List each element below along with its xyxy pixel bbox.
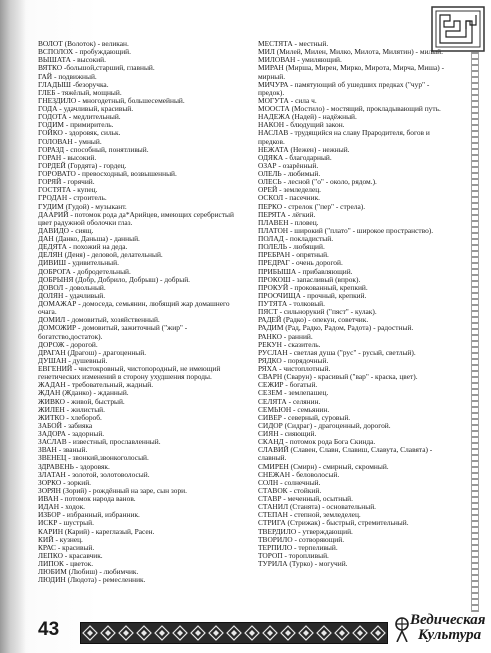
name-definition: (Людота) - ремесленник. [65, 575, 146, 585]
name-headword: КИЙ [38, 534, 54, 544]
name-headword: ГОРЯЙ [38, 177, 62, 187]
name-headword: НАДЕЖА [258, 112, 291, 122]
name-headword: СТАНИЛ [258, 502, 289, 512]
name-definition: - чистокровный, чистопородный, не имеющий генетических изменений в сторону ухудшения породы. [38, 364, 221, 382]
name-headword: МИРАН [258, 63, 284, 73]
name-headword: ЗАБОЙ [38, 420, 62, 430]
name-headword: ТЕРПИЛО [258, 542, 293, 552]
name-headword: ПРОКУЙ [258, 282, 289, 292]
name-definition: (Надей) - надёжный. [290, 112, 357, 122]
name-definition: - известный, прославленный. [66, 437, 161, 447]
name-definition: (Жданко) - жданный. [60, 388, 129, 398]
name-definition: - похожий на деда. [67, 242, 128, 252]
name-definition: (Добр, Добрило, Добрыш) - добрый. [73, 274, 191, 284]
name-headword: ГОЛОВАН [38, 136, 73, 146]
name-definition: - памятующий об ушедших предках ("чур" - предок). [258, 79, 430, 97]
name-definition: - меченный, осытный. [281, 494, 353, 503]
name-headword: МЕСТЯТА [258, 39, 293, 48]
name-headword: ДАН [38, 234, 54, 243]
name-headword: ТВОРИЛО [258, 534, 293, 544]
name-definition: - звонкий,звонкоголосый. [66, 453, 149, 463]
name-definition: - светлая душа ("рус" - русый, светлый). [287, 347, 416, 357]
name-headword: ДОВОЛ [38, 282, 64, 292]
name-definition: - удачливый. [63, 290, 106, 300]
name-headword: СТЕПАН [258, 510, 288, 520]
name-headword: МИЛОВАН [258, 55, 296, 65]
name-definition: - красавчик. [62, 550, 103, 560]
name-headword: СЛАВИЙ [258, 445, 289, 455]
name-headword: ЗЛАТАН [38, 469, 66, 479]
name-definition: - подвижный. [52, 71, 97, 81]
name-definition: - степной, земледелец. [287, 510, 361, 520]
name-definition: - забияка [61, 420, 93, 430]
name-definition: (Милей, Милен, Милко, Милота, Милятин) - милый. [274, 47, 443, 57]
name-definition: - терпеливый. [292, 542, 338, 552]
name-headword: ЗОРКО [38, 477, 62, 487]
footer-ornament-band [80, 622, 388, 644]
name-headword: ЖДАН [38, 388, 61, 398]
logo-mark-icon [394, 616, 410, 642]
name-headword: ГОРАЗД [38, 144, 65, 154]
name-headword: ЕВГЕНИЙ [38, 364, 73, 373]
name-headword: НЕЖАТА [258, 144, 289, 154]
name-definition: - золотой, золотоволосый. [65, 469, 150, 479]
name-definition: - запасливый (впрок). [290, 274, 361, 284]
name-definition: - шустрый. [57, 518, 94, 528]
name-definition: - благодарный. [283, 152, 332, 162]
name-headword: ЖИЛЕН [38, 404, 65, 414]
name-definition: - прокованный, крепкий. [288, 282, 368, 292]
name-definition: - лёгкий. [285, 209, 316, 219]
name-headword: ЗАДОРА [38, 429, 66, 438]
name-definition: - трудящийся на славу Прародителя, богов и предков. [258, 128, 430, 146]
name-headword: ЛЮБИМ [38, 567, 67, 577]
name-entry [258, 129, 456, 145]
name-headword: СИДОР [258, 420, 283, 430]
name-definition: - красивый. [56, 542, 95, 552]
name-headword: ТУРИЛА [258, 559, 288, 568]
name-headword: ПЕРКО [258, 201, 283, 211]
name-definition: - северный, суровый. [281, 412, 351, 422]
name-headword: ОДЯКА [258, 152, 284, 162]
name-definition: - стойкий. [287, 485, 322, 495]
name-headword: ТОРОП [258, 550, 283, 560]
name-entry [38, 211, 238, 227]
name-definition: (Станята) - основательный. [288, 502, 377, 512]
name-headword: СЕЗЕМ [258, 388, 283, 398]
name-definition: (Сидраг) - драгоценный, дорогой. [282, 420, 391, 430]
name-headword: ЗАСЛАВ [38, 437, 67, 447]
logo-text-line1: Ведическая [410, 612, 486, 628]
name-definition: - ходок. [59, 502, 86, 512]
name-definition: (Зорий) - рождённый на заре, сын зори. [60, 485, 187, 495]
name-headword: ОЛЕЛЬ [258, 169, 282, 178]
name-definition: - семьянин. [291, 404, 330, 414]
name-headword: ДОМИЛ [38, 315, 66, 325]
name-headword: ИЗБОР [38, 510, 61, 520]
name-headword: ГАЙ [38, 71, 53, 81]
name-definition: - домовитый, хозяйственный. [65, 315, 160, 325]
name-definition: - медлительный. [66, 112, 121, 122]
name-headword: ГОРАН [38, 152, 62, 162]
name-entry [258, 64, 456, 80]
name-entry [38, 300, 238, 316]
name-definition: - сказитель. [281, 339, 321, 349]
name-definition: - широкий ("плато" - широкое пространство). [288, 225, 434, 235]
name-definition: - званый. [56, 445, 88, 455]
name-headword: СМИРЕН [258, 461, 289, 471]
name-definition: - торопливый. [282, 550, 329, 560]
name-headword: ЖИВКО [38, 396, 65, 406]
name-definition: - примиритель. [64, 120, 114, 130]
name-definition: - избранный, избранник. [60, 510, 140, 520]
name-headword: ЗВАН [38, 445, 57, 455]
name-definition: - дорогой. [64, 339, 98, 349]
name-definition: - любимый. [281, 169, 321, 178]
name-definition: (Славен, Славн, Славиш, Славута, Славята) - славный. [258, 445, 433, 463]
name-definition: - строитель. [67, 193, 107, 203]
name-definition: - пловец. [288, 217, 319, 227]
name-definition: (Смирн) - смирный, скромный. [288, 461, 389, 471]
name-definition: (Данко, Даньша) - данный. [53, 234, 140, 243]
name-definition: - умный. [72, 136, 102, 146]
name-definition: - удивительный. [66, 258, 119, 268]
page-footer [20, 612, 486, 648]
name-definition: (Мостило) - мостящий, прокладывающий путь. [289, 104, 441, 113]
name-entry [258, 560, 456, 568]
name-entry [258, 446, 456, 462]
name-definition: - здоровяк, сильк. [62, 128, 121, 138]
name-headword: РУСЛАН [258, 347, 288, 357]
name-definition: (Деня) - деловой, делательный. [62, 250, 163, 260]
name-headword: ГОСТЯТА [38, 185, 72, 195]
name-headword: ОСКОЛ [258, 193, 284, 203]
name-headword: ДОМОЖИР [38, 323, 77, 333]
name-headword: СКАНД [258, 437, 284, 447]
name-definition: - очень дорогой. [289, 258, 343, 268]
name-headword: ПОЛЕЛЬ [258, 242, 287, 252]
name-definition: - опрятный. [290, 250, 329, 260]
name-headword: СЕМЬЮН [258, 404, 292, 414]
name-definition: - пасечник. [283, 193, 321, 203]
page-number: 43 [38, 619, 60, 640]
name-definition: - хлебороб. [64, 412, 102, 422]
name-definition: - лесной ("о" - около, рядом.). [281, 177, 377, 187]
name-headword: СТРИГА [258, 518, 286, 528]
name-headword: ДОМАЖАР [38, 299, 77, 308]
name-headword: РАНКО [258, 331, 282, 341]
name-headword: ВЫШАТА [38, 55, 72, 65]
name-definition: - умиляющий. [295, 55, 342, 65]
name-headword: СИВЕР [258, 412, 282, 422]
name-definition: - высокий. [61, 152, 97, 162]
name-definition: - потомок рода да*Арийцев, имеющих серебристый цвет радужной оболочки глаз. [38, 209, 234, 227]
names-column-left [38, 40, 238, 584]
name-definition: - покладистый. [283, 234, 334, 243]
name-headword: ГНЕЗДИЛО [38, 95, 77, 105]
name-definition: - сила ч. [288, 95, 317, 105]
name-definition: - сотворяющий. [292, 534, 345, 544]
name-definition: (Драгош) - драгоценный. [65, 347, 147, 357]
name-definition: - домовитый, зажиточный ("жир" - богатство,достаток). [38, 323, 188, 341]
name-definition: - землепашец. [282, 388, 329, 398]
name-entry [38, 365, 238, 381]
name-headword: ПОЛАД [258, 234, 284, 243]
name-definition: - зоркий. [61, 477, 92, 487]
name-headword: ЛИПОК [38, 559, 64, 568]
name-definition: - задорный. [65, 429, 105, 438]
name-definition: - сильнорукий ("пяст" - кулак). [277, 307, 377, 317]
name-entry [38, 576, 238, 584]
name-headword: ИВАН [38, 494, 59, 503]
name-definition: (Волоток) - великан. [62, 39, 129, 48]
name-definition: - купец. [71, 185, 98, 195]
name-definition: - прочный, крепкий. [300, 290, 367, 300]
name-headword: РАДИМ [258, 323, 284, 333]
name-headword: СЕЛЯТА [258, 396, 287, 406]
name-definition: - высокий. [71, 55, 106, 65]
name-definition: -большой,старший, главный. [62, 63, 155, 73]
name-definition: - здоровяк. [73, 461, 110, 471]
name-headword: ГОЙКО [38, 128, 63, 138]
name-headword: ЛЮДИН [38, 575, 66, 585]
name-headword: ДААРИЙ [38, 209, 69, 219]
name-definition: (Стрижак) - быстрый, стремительный. [285, 518, 409, 528]
name-headword: ЖИТКО [38, 412, 65, 422]
name-headword: СИЯН [258, 429, 279, 438]
name-headword: ПРОКОШ [258, 274, 291, 284]
name-headword: ПЛАТОН [258, 225, 289, 235]
name-headword: ГОРОВАТО [38, 169, 76, 178]
name-headword: СЕЖИР [258, 380, 284, 390]
name-definition: - тяжёлый, мощный. [55, 87, 122, 97]
name-headword: РЕКУН [258, 339, 282, 349]
name-headword: ПРООЧИЩА [258, 290, 301, 300]
name-headword: МООСТА [258, 104, 290, 113]
name-definition: (Мирша, Мирен, Мирко, Мирота, Мирча, Миша) - мирный. [258, 63, 445, 81]
name-definition: - любящий. [287, 242, 325, 252]
name-definition: - утверждающий. [296, 526, 353, 536]
name-headword: КРАС [38, 542, 56, 552]
name-headword: ДУШАН [38, 355, 67, 365]
side-border-ornament [471, 52, 479, 612]
name-headword: ГЛАДЫШ [38, 79, 72, 89]
name-headword: ГОДИМ [38, 120, 65, 130]
name-headword: РАДЕЙ [258, 315, 282, 325]
name-headword: СОЛН [258, 477, 279, 487]
name-headword: ГРОДАН [38, 193, 68, 203]
name-headword: СНЕЖАН [258, 469, 291, 479]
names-column-right [258, 40, 456, 568]
name-definition: - земледелец. [277, 185, 322, 195]
name-headword: КАРИН [38, 526, 64, 536]
name-headword: НАКОН [258, 120, 285, 130]
name-headword: ИДАН [38, 502, 60, 512]
name-headword: ДОБРОГА [38, 266, 71, 276]
name-headword: ГЛЕБ [38, 87, 56, 97]
name-definition: (Турко) - могучий. [287, 559, 348, 568]
name-definition: - многодетный, большесемейный. [76, 95, 185, 105]
name-definition: - удачливый, красивый. [57, 104, 134, 113]
name-headword: ПЛАВЕН [258, 217, 289, 227]
name-definition: - пробуждающий. [73, 47, 131, 57]
name-definition: - цветок. [63, 559, 94, 568]
name-definition: - довольный. [63, 282, 106, 292]
name-headword: ЛЕПКО [38, 550, 63, 560]
name-headword: ДОРОЖ [38, 339, 65, 349]
name-definition: - добродетельный. [70, 266, 131, 276]
name-headword: МОГУТА [258, 95, 289, 105]
name-entry [258, 81, 456, 97]
name-headword: ПЕРЯТА [258, 209, 286, 219]
name-headword: НАСЛАВ [258, 128, 289, 138]
name-definition: - селянин. [286, 396, 321, 406]
name-headword: ДРАГАН [38, 347, 66, 357]
name-headword: СТАВР [258, 494, 282, 503]
magazine-logo [394, 612, 486, 648]
name-definition: (Нежен) - нежный. [288, 144, 350, 154]
name-headword: ПРЕБРАН [258, 250, 291, 260]
name-headword: ЗВЕНЕЦ [38, 453, 67, 463]
name-headword: ОЗАР [258, 160, 277, 170]
name-headword: СТАВОК [258, 485, 288, 495]
spine-shadow [0, 0, 26, 653]
name-definition: (Рад, Радко, Радом, Радота) - радостный. [283, 323, 414, 333]
name-entry [38, 324, 238, 340]
name-headword: ЖАДАН [38, 380, 66, 390]
name-headword: ИСКР [38, 518, 58, 528]
name-headword: СВАРН [258, 372, 283, 382]
name-definition: - местный. [292, 39, 329, 48]
name-headword: ЗДРАВЕНЬ [38, 461, 74, 471]
name-definition: - стрелок ("пер" - стрела). [282, 201, 366, 211]
name-headword: ПРЕДРАГ [258, 258, 290, 268]
name-headword: ГОДА [38, 104, 58, 113]
name-definition: - озарённый. [276, 160, 319, 170]
name-headword: ВОЛОТ [38, 39, 63, 48]
name-headword: ДОЛЯН [38, 290, 64, 300]
name-headword: МИЧУРА [258, 79, 289, 89]
name-headword: МИЛ [258, 47, 275, 57]
name-definition: - кузнец. [53, 534, 83, 544]
name-definition: - способный, понятливый. [64, 144, 149, 154]
name-definition: -безоручка. [71, 79, 109, 89]
name-definition: - ранний. [281, 331, 313, 341]
name-headword: ПУТЯТА [258, 299, 288, 308]
name-headword: РЯДКО [258, 355, 282, 365]
name-headword: ГУДИМ [38, 201, 64, 211]
name-headword: ОРЕЙ [258, 185, 278, 195]
name-definition: (Гордята) - гордец. [65, 160, 127, 170]
name-headword: ПЯСТ [258, 307, 278, 317]
name-definition: - потомок народа ванов. [58, 494, 136, 503]
name-definition: (Гудой) - музыкант. [63, 201, 127, 211]
name-definition: (Любиш) - любимчик. [66, 567, 139, 577]
name-headword: ДИВИШ [38, 258, 67, 268]
name-headword: ГОРДЕЙ [38, 160, 66, 170]
name-headword: ДОБРЫНЯ [38, 274, 74, 284]
name-headword: ВСПОЛОХ [38, 47, 74, 57]
name-definition: - беловолосый. [290, 469, 340, 479]
name-definition: - солнечный. [278, 477, 321, 487]
name-headword: ДЕЛЯН [38, 250, 63, 260]
name-headword: ОЛЕСЬ [258, 177, 282, 187]
name-definition: - порядочный. [281, 355, 329, 365]
name-definition: - горячий. [61, 177, 95, 187]
name-definition: - потомок рода Бога Скинда. [283, 437, 376, 447]
name-headword: ПРИБЫША [258, 266, 297, 276]
name-definition: (Сварун) - красивый ("вар" - краска, цвет). [282, 372, 418, 382]
name-definition: - толковый. [287, 299, 325, 308]
name-definition: - сиящ. [69, 225, 94, 235]
name-definition: - жилистый. [64, 404, 105, 414]
name-definition: - требовательный, жадный. [65, 380, 154, 390]
name-definition: - чистоплотный. [277, 364, 331, 373]
name-headword: ТВЕРДИЛО [258, 526, 297, 536]
name-definition: - домоседа, семьянин, любящий жар домашнего очага. [38, 299, 230, 317]
name-definition: - живой, быстрый. [64, 396, 125, 406]
name-headword: ЗОРЯН [38, 485, 61, 495]
name-definition: - душевный. [66, 355, 108, 365]
name-headword: РЯХА [258, 364, 278, 373]
name-definition: - прибавляющий. [296, 266, 353, 276]
name-headword: ДАВИДО [38, 225, 70, 235]
name-headword: ДЕДЯТА [38, 242, 68, 252]
name-definition: - блюдущий закон. [284, 120, 345, 130]
name-definition: - сияющий. [278, 429, 317, 438]
name-definition: - богатый. [283, 380, 318, 390]
name-definition: (Карий) - кареглазый, Расен. [63, 526, 155, 536]
name-definition: - превосходный, возвышенный. [75, 169, 177, 178]
logo-text-line2: Культура [418, 627, 482, 643]
name-headword: ГОДОТА [38, 112, 67, 122]
name-headword: ВЯТКО [38, 63, 63, 73]
name-definition: (Радко) - опекун, советчик. [281, 315, 369, 325]
